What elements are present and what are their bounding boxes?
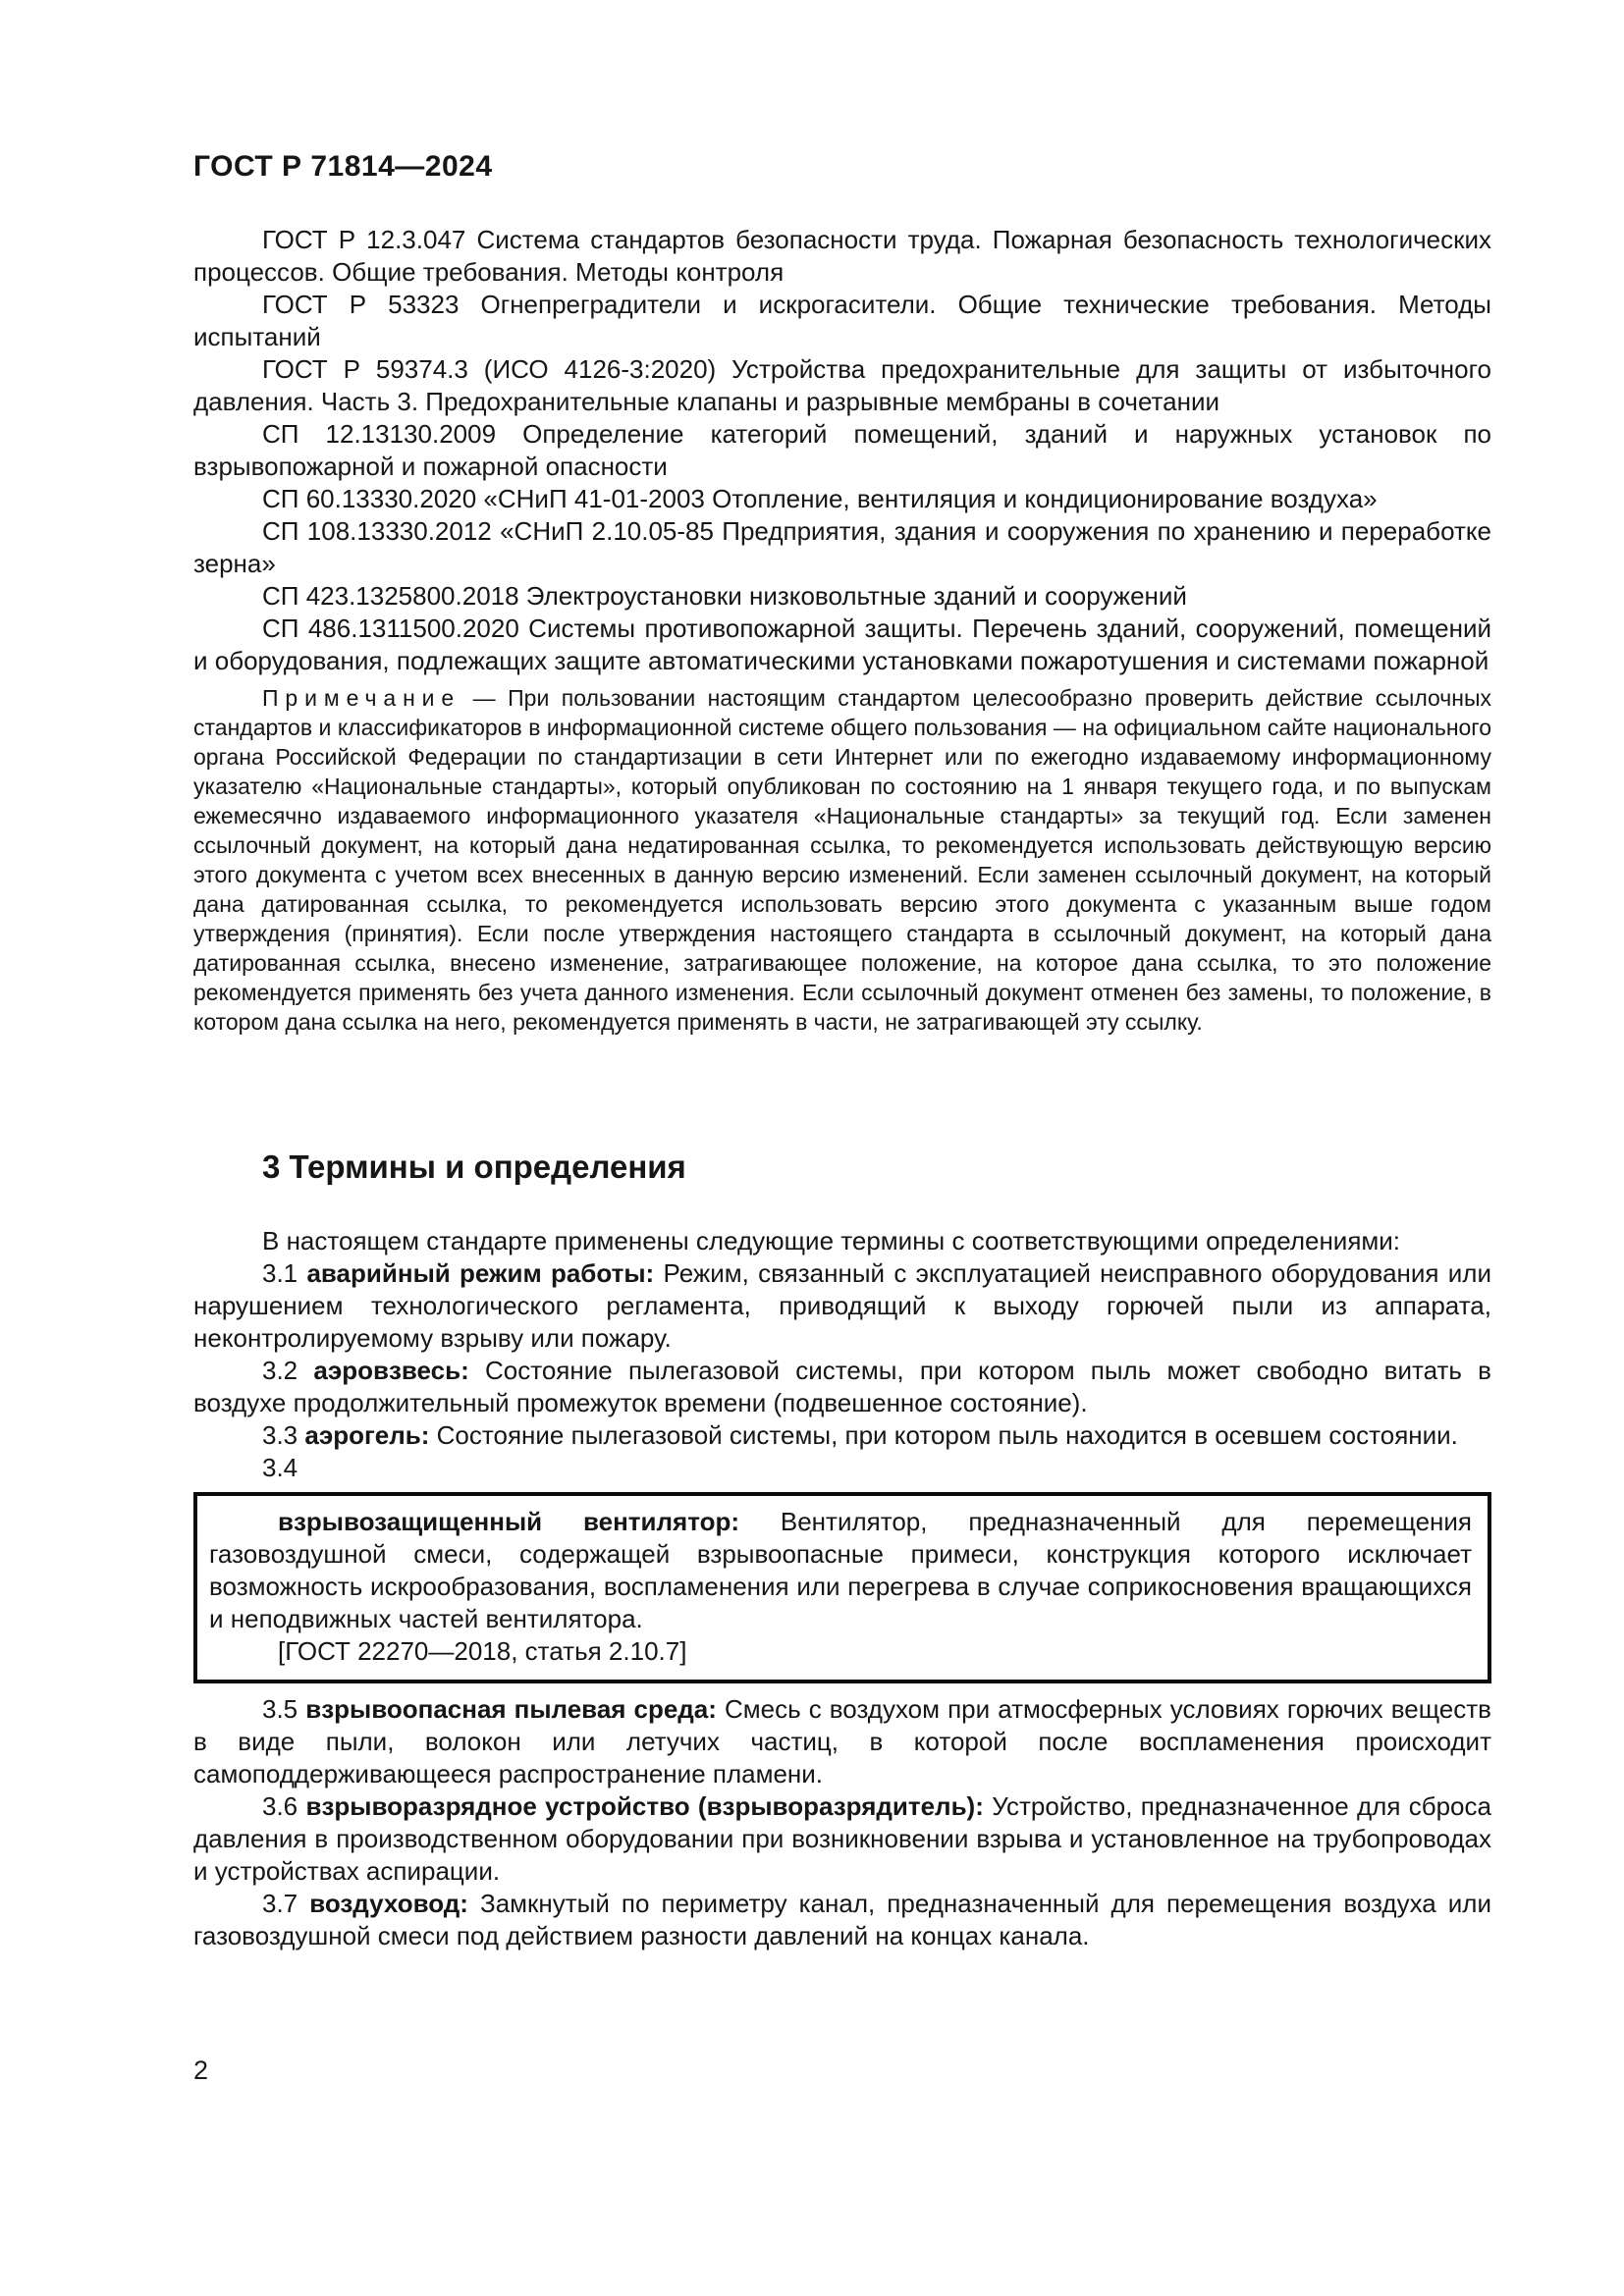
reference-paragraph: СП 423.1325800.2018 Электроустановки низковольтные зданий и сооружений [262,581,1187,611]
references-section [193,224,1491,677]
term-definition: Смесь с воздухом при атмосферных условиях горючих веществ в виде пыли, волокон или летучих частиц, в которой после воспламенения происходит самоподдерживающееся распространение пламени. [193,1694,1491,1789]
term-definition: Замкнутый по периметру канал, предназначенный для перемещения воздуха или газовоздушной смеси под действием разности давлений на концах канала. [193,1889,1491,1950]
term-title: аэровзвесь: [313,1356,469,1385]
reference-paragraph: СП 12.13130.2009 Определение категорий помещений, зданий и наружных установок по взрывопожарной и пожарной опасности [193,419,1491,481]
note-paragraph [193,683,1491,1037]
term-number: 3.7 [262,1889,298,1918]
term-title: аварийный режим работы: [306,1258,655,1288]
section-heading: 3 Термины и определения [262,1148,686,1185]
note-label: Примечание [262,685,461,711]
term-paragraph-3-6 [193,1790,1491,1888]
reference-paragraph: СП 60.13330.2020 «СНиП 41-01-2003 Отопление, вентиляция и кондиционирование воздуха» [262,484,1378,513]
reference-paragraph: ГОСТ Р 12.3.047 Система стандартов безопасности труда. Пожарная безопасность технологических процессов. Общие требования. Методы контроля [193,225,1491,287]
note-text: При пользовании настоящим стандартом целесообразно проверить действие ссылочных стандартов и классификаторов в информационной системе общего пользования — на официальном сайте национального органа Российской Федерации по стандартизации в сети Интернет или по ежегодно издаваемому информационному указателю «Национальные стандарты», который опубликован по состоянию на 1 января текущего года, и по выпускам ежемесячно издаваемого информационного указателя «Национальные стандарты» за текущий год. Если заменен ссылочный документ, на который дана недатированная ссылка, то рекомендуется использовать действующую версию этого документа с учетом всех внесенных в данную версию изменений. Если заменен ссылочный документ, на который дана датированная ссылка, то рекомендуется использовать версию этого документа с указанным выше годом утверждения (принятия). Если после утверждения настоящего стандарта в ссылочный документ, на который дана датированная ссылка, внесено изменение, затрагивающее положение, на которое дана ссылка, то это положение рекомендуется применять без учета данного изменения. Если ссылочный документ отменен без замены, то положение, в котором дана ссылка на него, рекомендуется применять в части, не затрагивающей эту ссылку. [193,685,1492,1035]
term-number: 3.2 [262,1356,298,1385]
boxed-term-title: взрывозащищенный вентилятор: [278,1507,740,1536]
term-number: 3.4 [262,1453,298,1482]
intro-paragraph: В настоящем стандарте применены следующие термины с соответствующими определениями: [262,1226,1401,1255]
term-title: взрывоопасная пылевая среда: [305,1694,717,1724]
term-title: аэрогель: [304,1420,430,1450]
term-definition: Состояние пылегазовой системы, при котором пыль может свободно витать в воздухе продолжительный промежуток времени (подвешенное состояние). [193,1356,1491,1417]
note-dash: — [472,685,496,711]
definition-box [193,1492,1491,1683]
boxed-term-definition: Вентилятор, предназначенный для перемещения газовоздушной смеси, содержащей взрывоопасные примеси, конструкция которого исключает возможность искрообразования, воспламенения или перегрева в случае соприкосновения вращающихся и неподвижных частей вентилятора. [209,1507,1473,1633]
term-paragraph-3-5 [193,1693,1491,1790]
term-paragraph-3-2 [193,1355,1491,1419]
term-number: 3.6 [262,1791,298,1821]
reference-paragraph: СП 108.13330.2012 «СНиП 2.10.05-85 Предприятия, здания и сооружения по хранению и переработке зерна» [193,516,1491,578]
boxed-term-paragraph [209,1506,1472,1635]
term-definition: Режим, связанный с эксплуатацией неисправного оборудования или нарушением технологического регламента, приводящий к выходу горючей пыли из аппарата, неконтролируемому взрыву или пожару. [193,1258,1491,1353]
reference-paragraph: ГОСТ Р 59374.3 (ИСО 4126-3:2020) Устройства предохранительные для защиты от избыточного давления. Часть 3. Предохранительные клапаны и разрывные мембраны в сочетании [193,354,1491,416]
page-number: 2 [193,2056,209,2085]
term-number: 3.5 [262,1694,298,1724]
term-number: 3.1 [262,1258,298,1288]
term-paragraph-3-3 [193,1419,1491,1452]
term-definition: Состояние пылегазовой системы, при котором пыль находится в осевшем состоянии. [436,1420,1458,1450]
running-header: ГОСТ Р 71814—2024 [193,150,493,183]
term-paragraph-3-7 [193,1888,1491,1952]
term-paragraph-3-4 [193,1452,1491,1484]
term-definition: Устройство, предназначенное для сброса давления в производственном оборудовании при возникновении взрыва и установленное на трубопроводах и устройствах аспирации. [193,1791,1491,1886]
term-number: 3.3 [262,1420,298,1450]
term-paragraph-3-1 [193,1257,1491,1355]
reference-paragraph: ГОСТ Р 53323 Огнепреградители и искрогасители. Общие технические требования. Методы испытаний [193,290,1491,351]
boxed-term-source: [ГОСТ 22270—2018, статья 2.10.7] [278,1636,687,1666]
term-title: воздуховод: [309,1889,468,1918]
reference-paragraph: СП 486.1311500.2020 Системы противопожарной защиты. Перечень зданий, сооружений, помещений и оборудования, подлежащих защите автоматическими установками пожаротушения и системами пожарной [193,614,1491,675]
page-content [193,149,1491,1952]
term-title: взрыворазрядное устройство (взрыворазрядитель): [305,1791,984,1821]
